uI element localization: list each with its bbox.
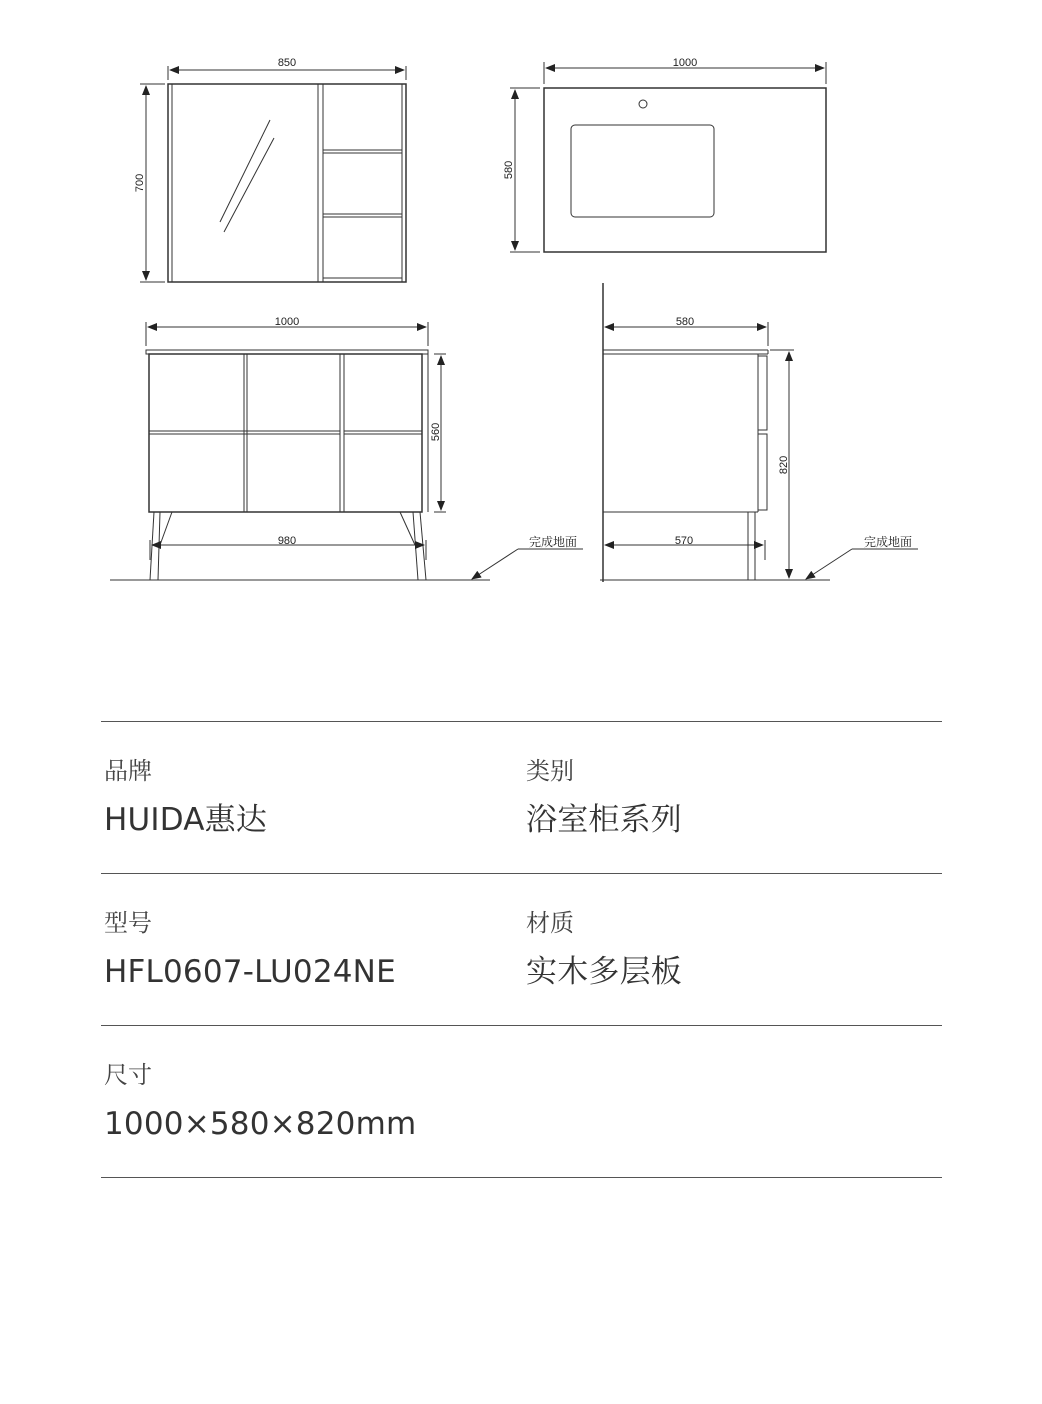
spec-category	[526, 756, 682, 840]
spec-row-brand	[101, 721, 942, 873]
dim-side-height: 820	[778, 455, 790, 475]
spec-row-size	[101, 1025, 942, 1178]
spec-row-model	[101, 873, 942, 1025]
dim-front-height: 560	[430, 422, 442, 442]
brand-label: 品牌	[104, 757, 152, 785]
material-value: 实木多层板	[526, 954, 682, 990]
dim-side-base: 570	[674, 535, 694, 547]
floor-label-front: 完成地面	[528, 535, 578, 549]
spec-size	[104, 1060, 416, 1144]
size-label: 尺寸	[104, 1061, 152, 1089]
brand-value: HUIDA惠达	[104, 802, 268, 838]
spec-table	[101, 721, 942, 1178]
dim-leg-span: 980	[277, 535, 297, 547]
technical-drawing	[0, 0, 1042, 640]
spec-brand	[104, 756, 267, 840]
dim-top-depth: 580	[503, 160, 515, 180]
model-value: HFL0607-LU024NE	[104, 954, 396, 990]
front-elevation-view	[110, 322, 583, 580]
dim-mirror-height: 700	[134, 173, 146, 193]
dim-front-width: 1000	[274, 316, 300, 328]
model-label: 型号	[104, 909, 152, 937]
material-label: 材质	[526, 909, 574, 937]
category-label: 类别	[526, 757, 574, 785]
countertop-plan-view	[510, 62, 826, 252]
mirror-cabinet-view	[140, 66, 406, 282]
dim-top-width: 1000	[672, 57, 698, 69]
dim-side-depth: 580	[675, 316, 695, 328]
size-value: 1000×580×820mm	[104, 1106, 417, 1142]
spec-model	[104, 908, 396, 992]
dim-mirror-width: 850	[277, 57, 297, 69]
category-value: 浴室柜系列	[526, 802, 682, 838]
spec-material	[526, 908, 682, 992]
floor-label-side: 完成地面	[863, 535, 913, 549]
